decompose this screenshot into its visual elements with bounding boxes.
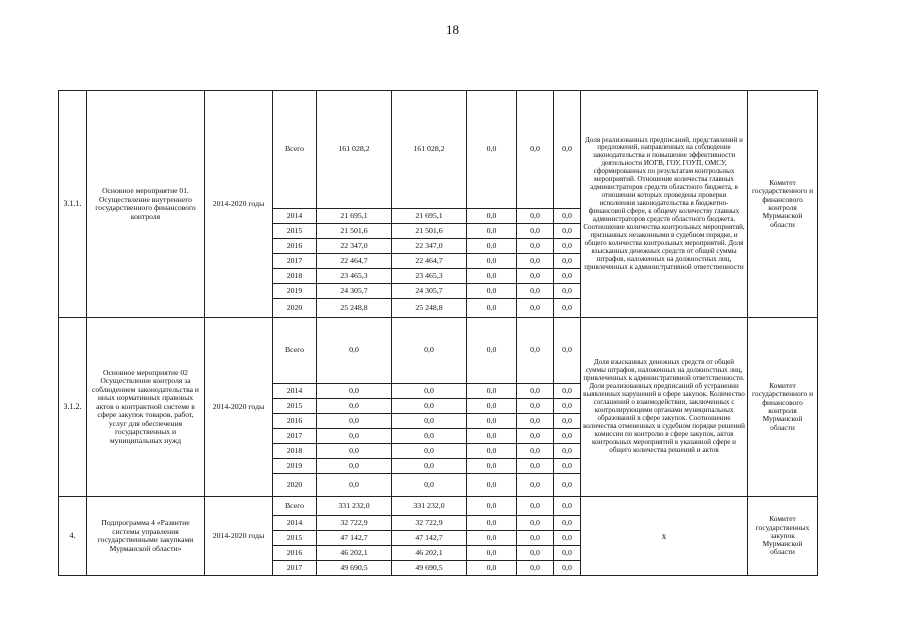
program-table [58,90,818,576]
year-cell: Всего [273,497,317,516]
value-cell: 0,0 [517,254,554,269]
year-cell: 2014 [273,209,317,224]
value-cell: 0,0 [517,318,554,384]
value-cell: 0,0 [517,239,554,254]
value-cell: 331 232,0 [392,497,467,516]
value-cell: 49 690,5 [392,561,467,576]
value-cell: 0,0 [517,224,554,239]
item-description: Подпрограмма 4 «Развитие системы управления государственными закупками Мурманской области» [87,497,205,576]
value-cell: 47 142,7 [392,531,467,546]
indicators-cell: х [581,497,748,576]
year-cell: 2016 [273,239,317,254]
value-cell: 0,0 [554,546,581,561]
value-cell: 0,0 [392,429,467,444]
value-cell: 0,0 [517,459,554,474]
value-cell: 0,0 [554,284,581,299]
value-cell: 0,0 [517,531,554,546]
value-cell: 0,0 [467,414,517,429]
year-cell: Всего [273,318,317,384]
value-cell: 24 305,7 [392,284,467,299]
value-cell: 0,0 [517,399,554,414]
executor-cell: Комитет государственного и финансового контроля Мурманской области [748,91,818,318]
value-cell: 49 690,5 [317,561,392,576]
page-number: 18 [446,22,459,37]
value-cell: 0,0 [467,91,517,209]
value-cell: 0,0 [392,444,467,459]
executor-cell: Комитет государственного и финансового контроля Мурманской области [748,318,818,497]
value-cell: 0,0 [467,384,517,399]
value-cell: 0,0 [517,91,554,209]
value-cell: 0,0 [554,429,581,444]
year-cell: 2018 [273,444,317,459]
year-cell: 2020 [273,299,317,318]
value-cell: 0,0 [517,546,554,561]
value-cell: 0,0 [392,459,467,474]
value-cell: 0,0 [517,497,554,516]
value-cell: 25 248,8 [317,299,392,318]
value-cell: 22 464,7 [392,254,467,269]
indicators-cell: Доля реализованных предписаний, представлений и предложений, направленных на соблюдение законодательства и повышение эффективности деятельности ИОГВ, ГОУ, ГОУП, ОМСУ, сформированных по результатам контрольных мероприятий. Отношение количества главных администраторов средств областного бюджета, в отношении которых проведены проверки исполнения законодательства в бюджетно-финансовой сфере, к общему количеству главных администраторов средств областного бюджета. Соотношение количества контрольных мероприятий, признанных незаконными в судебном порядке, и общего количества контрольных мероприятий. Доля взысканных денежных средств от общей суммы штрафов, наложенных на должностных лиц, привлеченных к административной ответственности [581,91,748,318]
value-cell: 23 465,3 [392,269,467,284]
year-cell: 2014 [273,384,317,399]
item-period: 2014-2020 годы [205,497,273,576]
value-cell: 0,0 [554,497,581,516]
value-cell: 0,0 [317,399,392,414]
year-cell: 2018 [273,269,317,284]
value-cell: 161 028,2 [317,91,392,209]
value-cell: 22 347,0 [317,239,392,254]
value-cell: 47 142,7 [317,531,392,546]
value-cell: 0,0 [517,561,554,576]
value-cell: 0,0 [554,459,581,474]
value-cell: 0,0 [554,399,581,414]
value-cell: 0,0 [554,239,581,254]
value-cell: 0,0 [554,224,581,239]
value-cell: 0,0 [467,209,517,224]
year-cell: Всего [273,91,317,209]
value-cell: 0,0 [317,444,392,459]
value-cell: 0,0 [554,269,581,284]
value-cell: 21 695,1 [317,209,392,224]
value-cell: 0,0 [517,429,554,444]
value-cell: 0,0 [517,284,554,299]
year-cell: 2019 [273,284,317,299]
value-cell: 46 202,1 [317,546,392,561]
value-cell: 0,0 [554,254,581,269]
item-description: Основное мероприятие 01. Осуществление внутреннего государственного финансового контроля [87,91,205,318]
value-cell: 0,0 [467,269,517,284]
value-cell: 0,0 [317,318,392,384]
value-cell: 0,0 [517,474,554,497]
value-cell: 0,0 [554,318,581,384]
value-cell: 0,0 [392,318,467,384]
value-cell: 0,0 [554,516,581,531]
value-cell: 0,0 [467,497,517,516]
value-cell: 32 722,9 [392,516,467,531]
value-cell: 0,0 [517,384,554,399]
value-cell: 0,0 [467,254,517,269]
year-cell: 2019 [273,459,317,474]
value-cell: 0,0 [517,299,554,318]
value-cell: 0,0 [467,474,517,497]
year-cell: 2015 [273,531,317,546]
value-cell: 0,0 [392,384,467,399]
value-cell: 22 347,0 [392,239,467,254]
value-cell: 0,0 [467,299,517,318]
value-cell: 0,0 [554,91,581,209]
item-number: 3.1.1. [59,91,87,318]
executor-cell: Комитет государственных закупок Мурманской области [748,497,818,576]
value-cell: 0,0 [467,284,517,299]
year-cell: 2017 [273,429,317,444]
value-cell: 0,0 [554,561,581,576]
value-cell: 21 501,6 [317,224,392,239]
value-cell: 0,0 [517,269,554,284]
value-cell: 21 501,6 [392,224,467,239]
value-cell: 0,0 [467,224,517,239]
indicators-cell: Доля взысканных денежных средств от общей суммы штрафов, наложенных на должностных лиц, привлеченных к административной ответственности. Доля реализованных предписаний об устранении выявленных нарушений в сфере закупок. Количество соглашений о взаимодействии, заключенных с контролирующими органами муниципальных образований в сфере закупок. Соотношение количества отмененных в судебном порядке решений комиссии по контролю в сфере закупок, актов контрольных мероприятий в указанной сфере и общего количества решений и актов [581,318,748,497]
item-description: Основное мероприятие 02 Осуществление контроля за соблюдением законодательства и иных нормативных правовых актов о контрактной системе в сфере закупок товаров, работ, услуг для обеспечения государственных и муниципальных нужд [87,318,205,497]
value-cell: 0,0 [517,516,554,531]
table-row [59,91,818,209]
value-cell: 0,0 [554,531,581,546]
value-cell: 0,0 [392,399,467,414]
year-cell: 2015 [273,399,317,414]
value-cell: 0,0 [467,531,517,546]
item-number: 4. [59,497,87,576]
value-cell: 25 248,8 [392,299,467,318]
value-cell: 0,0 [467,239,517,254]
value-cell: 0,0 [467,429,517,444]
table-row [59,497,818,516]
value-cell: 0,0 [392,474,467,497]
value-cell: 0,0 [517,414,554,429]
year-cell: 2016 [273,546,317,561]
value-cell: 23 465,3 [317,269,392,284]
value-cell: 161 028,2 [392,91,467,209]
value-cell: 0,0 [554,414,581,429]
value-cell: 0,0 [467,459,517,474]
year-cell: 2017 [273,561,317,576]
value-cell: 0,0 [467,399,517,414]
item-number: 3.1.2. [59,318,87,497]
value-cell: 0,0 [317,414,392,429]
value-cell: 0,0 [467,444,517,459]
value-cell: 0,0 [517,209,554,224]
value-cell: 32 722,9 [317,516,392,531]
value-cell: 0,0 [317,474,392,497]
value-cell: 0,0 [317,459,392,474]
value-cell: 0,0 [554,299,581,318]
item-period: 2014-2020 годы [205,318,273,497]
value-cell: 0,0 [467,516,517,531]
value-cell: 0,0 [317,384,392,399]
year-cell: 2017 [273,254,317,269]
year-cell: 2016 [273,414,317,429]
value-cell: 0,0 [517,444,554,459]
value-cell: 0,0 [554,474,581,497]
value-cell: 24 305,7 [317,284,392,299]
value-cell: 22 464,7 [317,254,392,269]
value-cell: 0,0 [467,561,517,576]
year-cell: 2015 [273,224,317,239]
item-period: 2014-2020 годы [205,91,273,318]
value-cell: 0,0 [554,209,581,224]
value-cell: 0,0 [467,546,517,561]
year-cell: 2020 [273,474,317,497]
value-cell: 0,0 [554,444,581,459]
value-cell: 21 695,1 [392,209,467,224]
value-cell: 46 202,1 [392,546,467,561]
year-cell: 2014 [273,516,317,531]
table-row [59,318,818,384]
value-cell: 0,0 [392,414,467,429]
value-cell: 331 232,0 [317,497,392,516]
value-cell: 0,0 [467,318,517,384]
value-cell: 0,0 [317,429,392,444]
value-cell: 0,0 [554,384,581,399]
